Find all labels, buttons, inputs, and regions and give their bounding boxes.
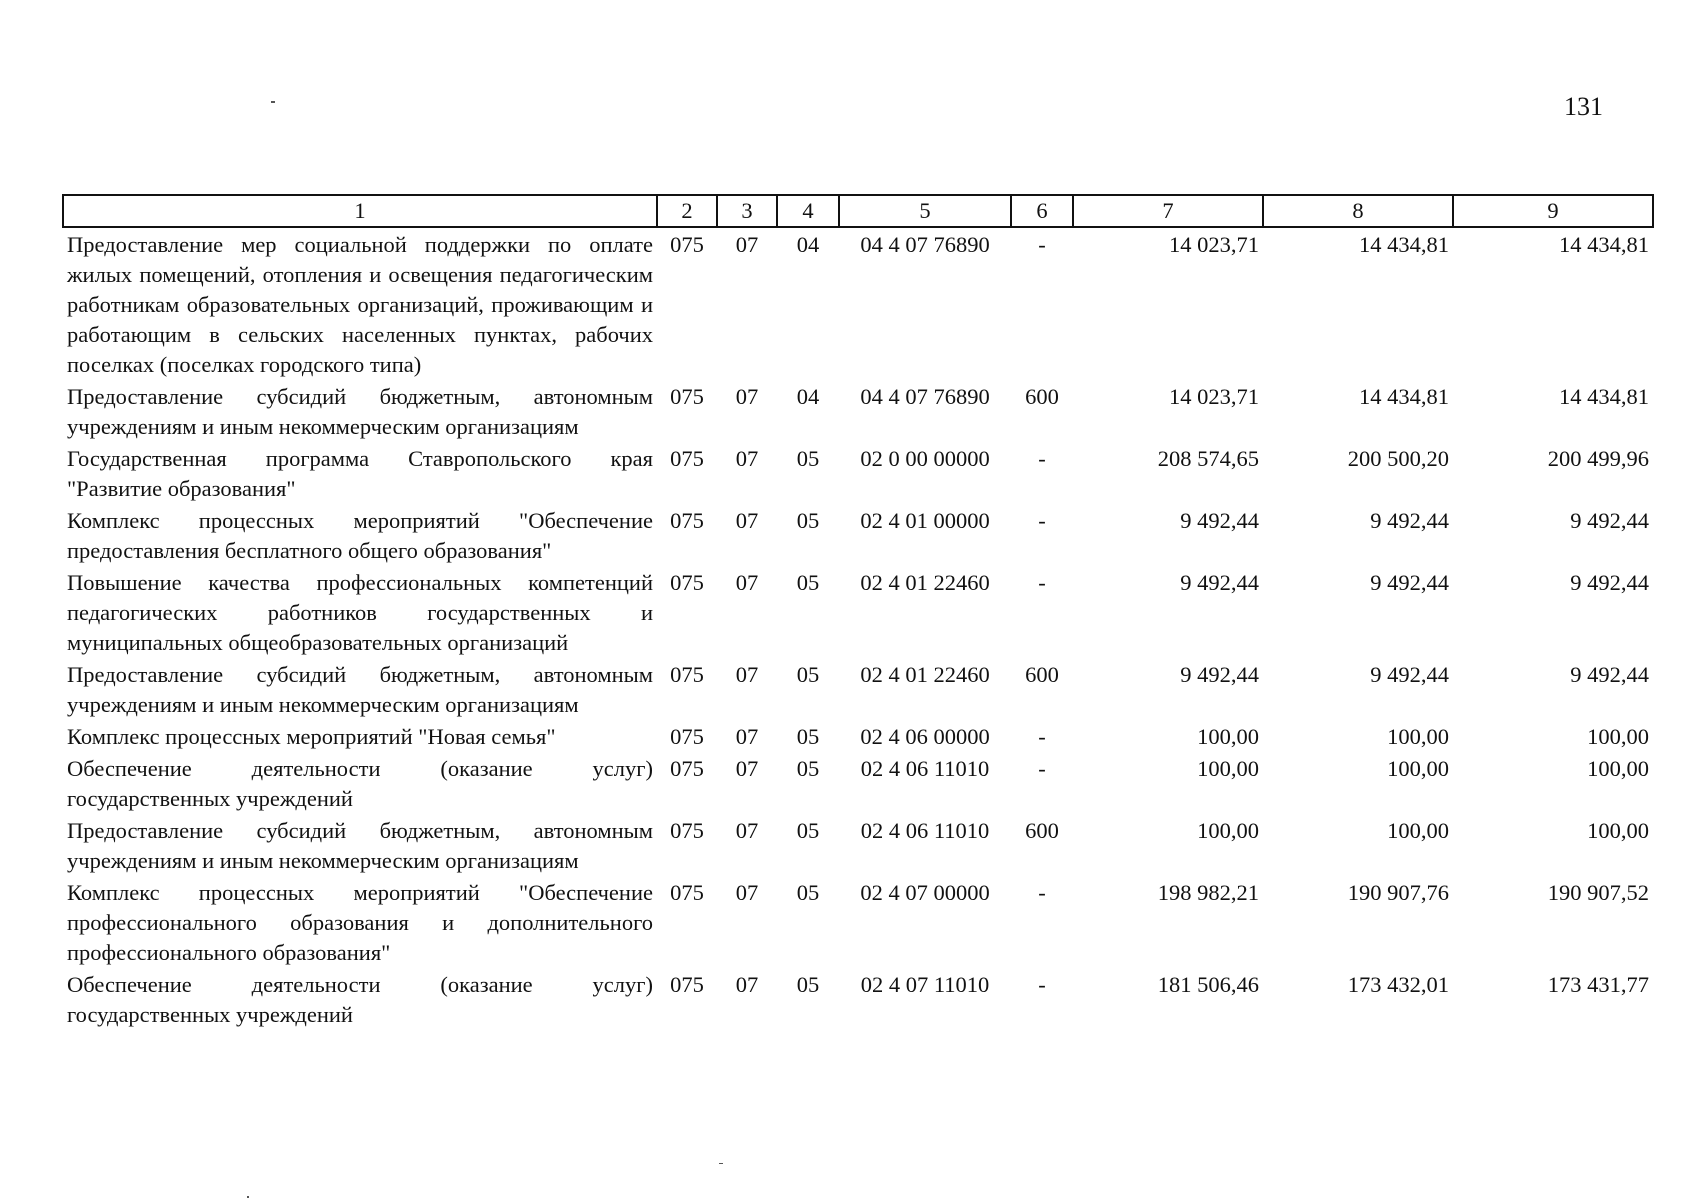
amount-col8-cell: 9 492,44	[1370, 570, 1449, 595]
amount-col8-cell: 100,00	[1387, 724, 1449, 749]
table-row	[63, 504, 1653, 566]
target-article-code-cell: 04 4 07 76890	[860, 232, 990, 257]
amount-col9-cell: 14 434,81	[1559, 232, 1649, 257]
subsection-code-cell: 05	[796, 818, 820, 843]
target-article-code-cell: 02 0 00 00000	[860, 446, 990, 471]
column-header-9: 9	[1453, 195, 1653, 227]
amount-col8-cell: 14 434,81	[1359, 384, 1449, 409]
column-header-6: 6	[1011, 195, 1073, 227]
column-header-4: 4	[777, 195, 839, 227]
column-header-5: 5	[839, 195, 1011, 227]
section-code-cell: 07	[735, 508, 759, 533]
budget-table	[62, 194, 1654, 1030]
table-row	[63, 227, 1653, 380]
item-name-cell: Повышение качества профессиональных компетенций педагогических работников государственных и муниципальных общеобразовательных организаций	[67, 570, 653, 655]
amount-col7-cell: 14 023,71	[1169, 232, 1259, 257]
amount-col7-cell: 100,00	[1197, 724, 1259, 749]
amount-col9-cell: 100,00	[1587, 724, 1649, 749]
amount-col9-cell: 200 499,96	[1547, 446, 1649, 471]
subsection-code-cell: 05	[796, 662, 820, 687]
section-code-cell: 07	[735, 384, 759, 409]
column-header-3: 3	[717, 195, 777, 227]
column-header-8: 8	[1263, 195, 1453, 227]
subsection-code-cell: 04	[796, 232, 820, 257]
amount-col9-cell: 100,00	[1587, 818, 1649, 843]
amount-col9-cell: 190 907,52	[1547, 880, 1649, 905]
subsection-code-cell: 05	[796, 724, 820, 749]
ministry-code-cell: 075	[670, 446, 704, 471]
column-header-2: 2	[657, 195, 717, 227]
item-name-cell: Обеспечение деятельности (оказание услуг) государственных учреждений	[67, 756, 653, 811]
expense-type-code-cell: -	[1038, 724, 1046, 749]
table-row	[63, 814, 1653, 876]
amount-col8-cell: 190 907,76	[1347, 880, 1449, 905]
amount-col9-cell: 173 431,77	[1547, 972, 1649, 997]
ministry-code-cell: 075	[670, 724, 704, 749]
section-code-cell: 07	[735, 724, 759, 749]
target-article-code-cell: 02 4 06 00000	[860, 724, 990, 749]
expense-type-code-cell: -	[1038, 880, 1046, 905]
section-code-cell: 07	[735, 880, 759, 905]
subsection-code-cell: 05	[796, 570, 820, 595]
amount-col7-cell: 100,00	[1197, 756, 1259, 781]
item-name-cell: Предоставление субсидий бюджетным, автономным учреждениям и иным некоммерческим организациям	[67, 384, 653, 439]
target-article-code-cell: 02 4 01 22460	[860, 570, 990, 595]
subsection-code-cell: 04	[796, 384, 820, 409]
amount-col8-cell: 9 492,44	[1370, 508, 1449, 533]
item-name-cell: Комплекс процессных мероприятий "Обеспечение предоставления бесплатного общего образования"	[67, 508, 653, 563]
ministry-code-cell: 075	[670, 756, 704, 781]
table-row	[63, 876, 1653, 968]
target-article-code-cell: 02 4 01 22460	[860, 662, 990, 687]
subsection-code-cell: 05	[796, 880, 820, 905]
section-code-cell: 07	[735, 570, 759, 595]
table-row	[63, 658, 1653, 720]
column-header-7: 7	[1073, 195, 1263, 227]
amount-col8-cell: 100,00	[1387, 818, 1449, 843]
subsection-code-cell: 05	[796, 756, 820, 781]
ministry-code-cell: 075	[670, 232, 704, 257]
amount-col8-cell: 200 500,20	[1347, 446, 1449, 471]
amount-col8-cell: 9 492,44	[1370, 662, 1449, 687]
amount-col7-cell: 208 574,65	[1157, 446, 1259, 471]
table-row	[63, 752, 1653, 814]
section-code-cell: 07	[735, 972, 759, 997]
table-row	[63, 380, 1653, 442]
ministry-code-cell: 075	[670, 570, 704, 595]
amount-col7-cell: 100,00	[1197, 818, 1259, 843]
section-code-cell: 07	[735, 818, 759, 843]
amount-col8-cell: 173 432,01	[1347, 972, 1449, 997]
header-row	[63, 195, 1653, 227]
subsection-code-cell: 05	[796, 508, 820, 533]
scan-speck	[719, 1163, 723, 1164]
ministry-code-cell: 075	[670, 508, 704, 533]
item-name-cell: Комплекс процессных мероприятий "Новая семья"	[67, 724, 556, 749]
ministry-code-cell: 075	[670, 818, 704, 843]
scan-speck	[247, 1196, 249, 1198]
ministry-code-cell: 075	[670, 972, 704, 997]
table-body	[63, 227, 1653, 1030]
expense-type-code-cell: 600	[1025, 384, 1059, 409]
page-number: 131	[1564, 92, 1603, 121]
amount-col9-cell: 9 492,44	[1570, 508, 1649, 533]
table-row	[63, 566, 1653, 658]
subsection-code-cell: 05	[796, 446, 820, 471]
item-name-cell: Предоставление субсидий бюджетным, автономным учреждениям и иным некоммерческим организациям	[67, 818, 653, 873]
amount-col7-cell: 9 492,44	[1180, 508, 1259, 533]
expense-type-code-cell: -	[1038, 508, 1046, 533]
target-article-code-cell: 02 4 06 11010	[860, 756, 990, 781]
target-article-code-cell: 04 4 07 76890	[860, 384, 990, 409]
item-name-cell: Предоставление субсидий бюджетным, автономным учреждениям и иным некоммерческим организациям	[67, 662, 653, 717]
amount-col9-cell: 100,00	[1587, 756, 1649, 781]
expense-type-code-cell: -	[1038, 570, 1046, 595]
table-row	[63, 720, 1653, 752]
amount-col7-cell: 9 492,44	[1180, 570, 1259, 595]
expense-type-code-cell: 600	[1025, 818, 1059, 843]
ministry-code-cell: 075	[670, 384, 704, 409]
section-code-cell: 07	[735, 232, 759, 257]
expense-type-code-cell: 600	[1025, 662, 1059, 687]
amount-col8-cell: 100,00	[1387, 756, 1449, 781]
amount-col8-cell: 14 434,81	[1359, 232, 1449, 257]
target-article-code-cell: 02 4 07 00000	[860, 880, 990, 905]
item-name-cell: Предоставление мер социальной поддержки по оплате жилых помещений, отопления и освещения педагогическим работникам образовательных организаций, проживающим и работающим в сельских населенных пунктах, рабочих поселках (поселках городского типа)	[67, 232, 653, 377]
target-article-code-cell: 02 4 07 11010	[860, 972, 990, 997]
amount-col9-cell: 9 492,44	[1570, 570, 1649, 595]
item-name-cell: Комплекс процессных мероприятий "Обеспечение профессионального образования и дополнительного профессионального образования"	[67, 880, 653, 965]
ministry-code-cell: 075	[670, 662, 704, 687]
table-row	[63, 442, 1653, 504]
table-row	[63, 968, 1653, 1030]
amount-col7-cell: 9 492,44	[1180, 662, 1259, 687]
section-code-cell: 07	[735, 662, 759, 687]
column-header-1: 1	[63, 195, 657, 227]
amount-col9-cell: 14 434,81	[1559, 384, 1649, 409]
item-name-cell: Государственная программа Ставропольского края "Развитие образования"	[67, 446, 653, 501]
expense-type-code-cell: -	[1038, 446, 1046, 471]
ministry-code-cell: 075	[670, 880, 704, 905]
scan-speck	[271, 101, 275, 103]
amount-col7-cell: 14 023,71	[1169, 384, 1259, 409]
amount-col7-cell: 181 506,46	[1157, 972, 1259, 997]
expense-type-code-cell: -	[1038, 972, 1046, 997]
target-article-code-cell: 02 4 06 11010	[860, 818, 990, 843]
expense-type-code-cell: -	[1038, 756, 1046, 781]
section-code-cell: 07	[735, 446, 759, 471]
subsection-code-cell: 05	[796, 972, 820, 997]
section-code-cell: 07	[735, 756, 759, 781]
amount-col9-cell: 9 492,44	[1570, 662, 1649, 687]
item-name-cell: Обеспечение деятельности (оказание услуг) государственных учреждений	[67, 972, 653, 1027]
expense-type-code-cell: -	[1038, 232, 1046, 257]
amount-col7-cell: 198 982,21	[1157, 880, 1259, 905]
target-article-code-cell: 02 4 01 00000	[860, 508, 990, 533]
